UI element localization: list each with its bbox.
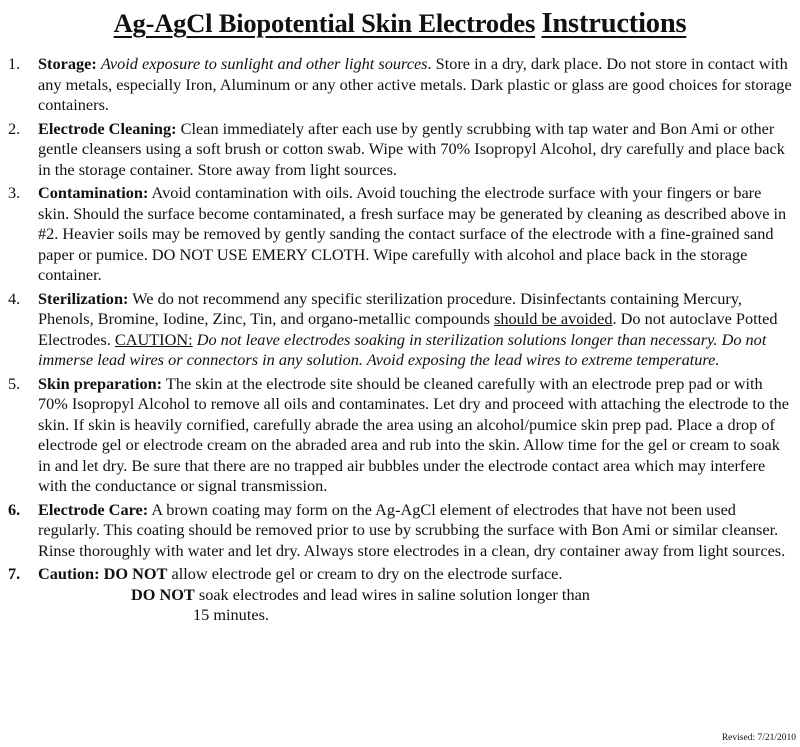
item-italic-text: Do not leave electrodes soaking in sterilization solutions longer than necessary. Do not immerse lead wires or connectors in any solution. Avoid exposing the lead wires to extreme temperature. [38,329,767,369]
item-text: A brown coating may form on the Ag-AgCl element of electrodes that have not been used regularly. This coating should be removed prior to use by scrubbing the surface with Bon Ami or similar cleanser. Rinse thoroughly with water and let dry. Always store electrodes in a clean, dry container away from light sources. [38,499,786,560]
item-number: 7. [8,564,21,583]
item-number: 1. [8,54,21,73]
item-heading: Electrode Cleaning: [38,118,177,138]
caution-line-2 [38,585,796,606]
item-italic-text: Avoid exposure to sunlight and other light sources [100,54,428,73]
caution-text: 15 minutes. [193,605,269,624]
item-text: The skin at the electrode site should be cleaned carefully with an electrode prep pad or with 70% Isopropyl Alcohol to remove all oils and contaminates. Let dry and proceed with attaching the electrode to the skin. If skin is heavily cornified, carefully abrade the area using an alcohol/pumice skin prep pad. Place a drop of electrode gel or electrode cream on the abraded area and rub into the skin. Allow time for the gel or cream to soak in and let dry. Be sure that there are no trapped air bubbles under the electrode contact area which may interfere with the conductance or signal transmission. [38,373,789,495]
item-text: Avoid contamination with oils. Avoid touching the electrode surface with your fingers or bare skin. Should the surface become contaminated, a fresh surface may be generated by cleaning as described above in #2. Heavier soils may be removed by gently sanding the contact surface of the electrode with a fine-grained sand paper or pumice. DO NOT USE EMERY CLOTH. Wipe carefully with alcohol and place back in the storage container. [38,183,787,284]
do-not-label: DO NOT [103,564,168,583]
list-item-caution [8,564,796,626]
item-text-continued: . Do not autoclave Potted Electrodes. [38,309,778,349]
item-number: 4. [8,288,21,308]
list-item-skin-preparation [8,374,796,497]
caution-line-1 [38,564,796,585]
item-heading: Contamination: [38,183,149,202]
list-item-storage [8,54,796,116]
caution-text: soak electrodes and lead wires in saline solution longer than [198,584,590,604]
list-item-contamination [8,183,796,286]
item-number: 3. [8,183,21,202]
caution-text: allow electrode gel or cream to dry on the electrode surface. [171,564,563,583]
item-text: We do not recommend any specific sterilization procedure. Disinfectants containing Mercury, Phenols, Bromine, Iodine, Zinc, Tin, and organo-metallic compounds [38,288,742,328]
item-heading: Storage: [38,54,97,73]
item-text: Clean immediately after each use by gently scrubbing with tap water and Bon Ami or other gentle cleansers using a soft brush or cotton swab. Wipe with 70% Isopropyl Alcohol, dry carefully and place back in the storage container. Store away from light sources. [38,118,785,179]
list-item-electrode-cleaning [8,119,796,181]
item-underlined-text: should be avoided [494,309,613,328]
title-main: Ag-AgCl Biopotential Skin Electrodes [113,8,536,38]
page-title [0,6,800,41]
list-item-electrode-care [8,500,796,562]
item-heading: Sterilization: [38,288,129,308]
title-instructions: Instructions [541,8,687,39]
item-heading: Caution: [38,564,100,583]
instruction-list [8,54,796,629]
item-heading: Skin preparation: [38,373,163,393]
do-not-label: DO NOT [131,584,195,604]
item-text: . Store in a dry, dark place. Do not store in contact with any metals, especially Iron, Aluminum or any other active metals. Dark plastic or glass are good choices for storage containers. [38,54,792,114]
item-number: 2. [8,118,21,138]
revision-date: Revised: 7/21/2010 [721,733,796,743]
item-heading: Electrode Care: [38,499,149,519]
list-item-sterilization [8,289,796,371]
item-number: 5. [8,373,21,393]
caution-label: CAUTION: [114,329,193,349]
caution-line-3 [38,605,796,626]
item-number: 6. [8,499,21,519]
